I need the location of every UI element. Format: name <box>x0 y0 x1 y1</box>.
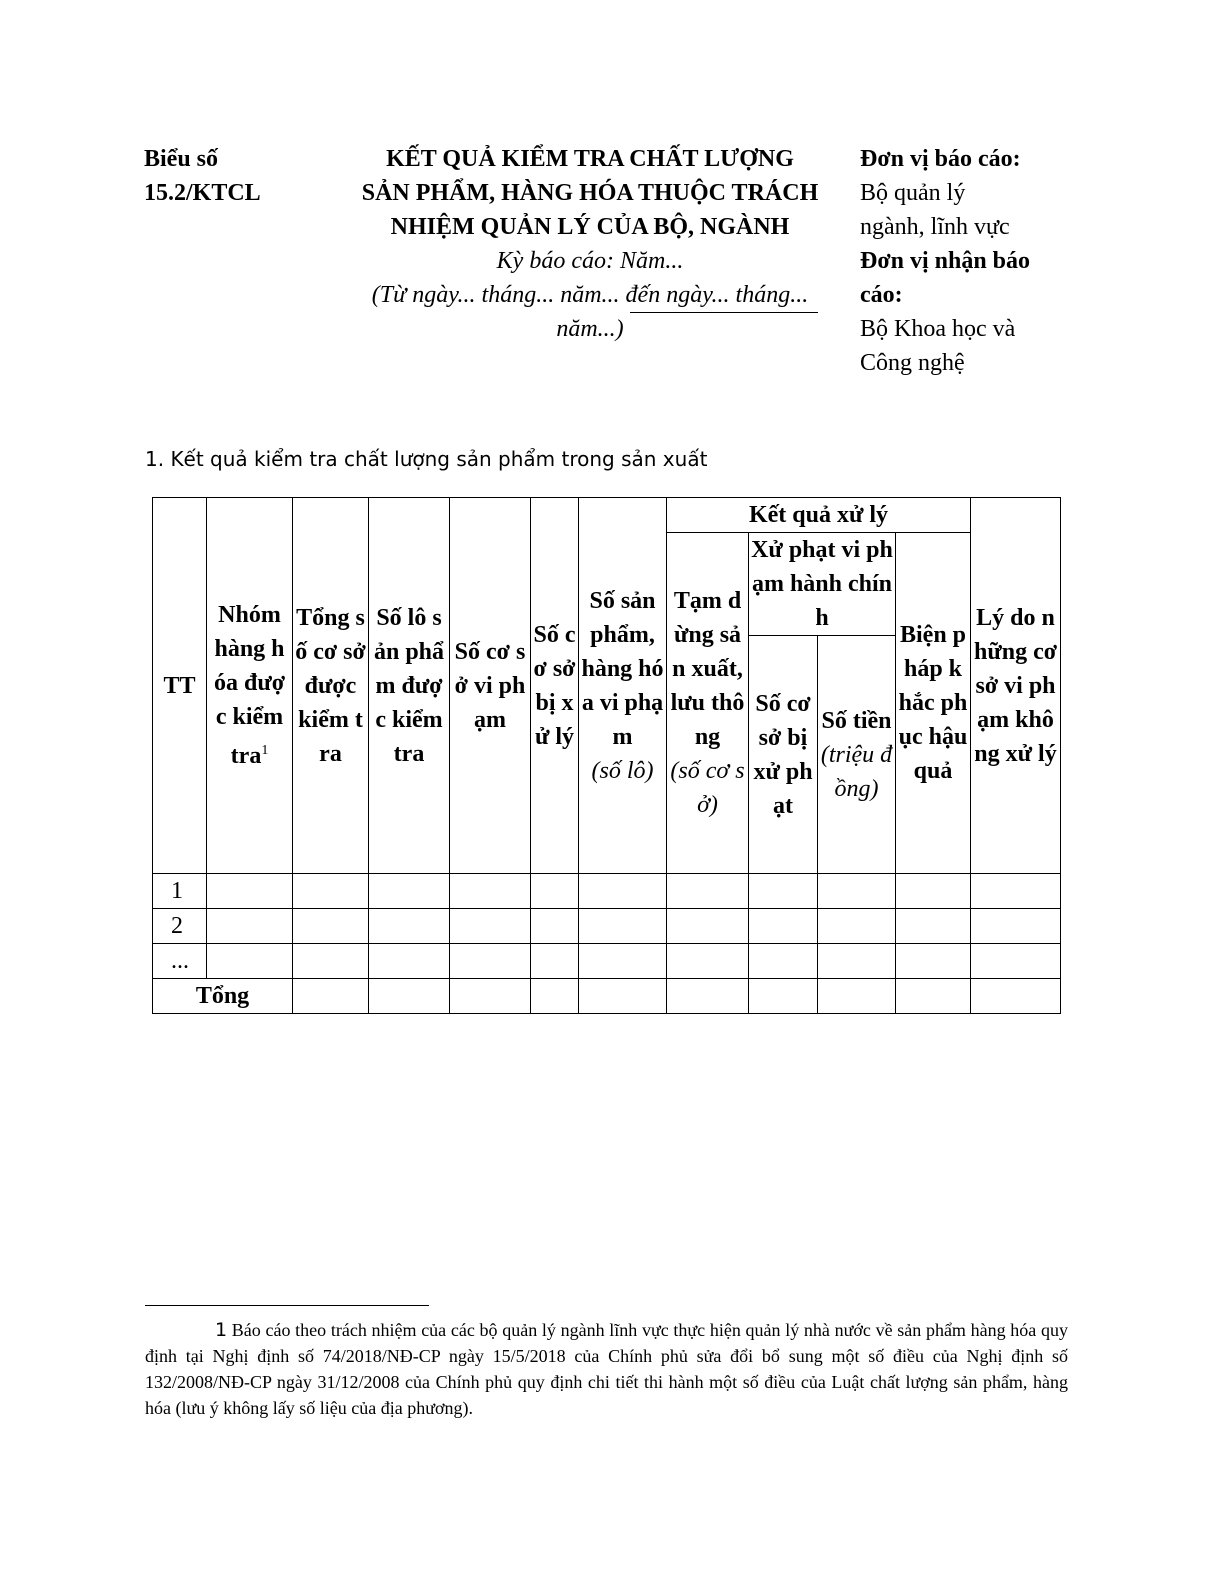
report-range-line2: năm...) <box>556 316 624 342</box>
table-total-row <box>153 979 1061 1014</box>
report-units <box>860 142 1070 380</box>
receiving-unit-line2: Công nghệ <box>860 350 965 376</box>
title-underline-divider <box>630 312 818 313</box>
col-header-violating-products: Số sản phẩm, hàng hóa vi phạm (số lô) <box>579 498 667 874</box>
col-header-admin-penalty: Xử phạt vi phạm hành chính <box>749 533 896 636</box>
row-number: 2 <box>153 909 207 944</box>
footnote <box>145 1317 1068 1421</box>
table-row <box>153 874 1061 909</box>
col-header-remedy: Biện pháp khắc phục hậu quả <box>896 533 971 874</box>
col-header-goods-group: Nhóm hàng hóa được kiểm tra$^1$ <box>207 498 293 874</box>
report-title-line2: SẢN PHẨM, HÀNG HÓA THUỘC TRÁCH <box>361 180 819 206</box>
form-code-line2: 15.2/KTCL <box>144 180 261 206</box>
receiving-unit-line1: Bộ Khoa học và <box>860 316 1016 342</box>
report-title-line3: NHIỆM QUẢN LÝ CỦA BỘ, NGÀNH <box>390 214 790 240</box>
footnote-ref: 1 <box>261 743 269 758</box>
footnote-text: Báo cáo theo trách nhiệm của các bộ quản lý ngành lĩnh vực thực hiện quản lý nhà nước về sản phẩm hàng hóa quy định tại Nghị định số 74/2018/NĐ-CP ngày 15/5/2018 của Chính phủ sửa đổi bổ sung một số điều của Nghị định số 132/2008/NĐ-CP ngày 31/12/2008 của Chính phủ quy định chi tiết thi hành một số điều của Luật chất lượng sản phẩm, hàng hóa (lưu ý không lấy số liệu của địa phương). <box>145 1320 1068 1418</box>
reporting-unit-line1: Bộ quản lý <box>860 180 966 206</box>
col-header-lots: Số lô sản phẩm được kiểm tra <box>369 498 450 874</box>
receiving-unit-label2: cáo: <box>860 282 903 308</box>
table-row <box>153 944 1061 979</box>
report-title-block <box>330 142 850 346</box>
report-title-line1: KẾT QUẢ KIỂM TRA CHẤT LƯỢNG <box>386 146 794 172</box>
footnote-divider <box>145 1305 429 1306</box>
section-heading: 1. Kết quả kiểm tra chất lượng sản phẩm trong sản xuất <box>145 447 708 471</box>
report-range-line1: (Từ ngày... tháng... năm... đến ngày... tháng... <box>371 282 809 308</box>
col-header-handled-facilities: Số cơ sở bị xử lý <box>531 498 579 874</box>
footnote-number: 1 <box>215 1319 228 1341</box>
col-header-penalized-facilities: Số cơ sở bị xử phạt <box>749 636 818 874</box>
col-header-tt: TT <box>153 498 207 874</box>
col-header-fine-amount: Số tiền (triệu đồng) <box>818 636 896 874</box>
col-header-total-facilities: Tổng số cơ sở được kiểm tra <box>293 498 369 874</box>
reporting-unit-line2: ngành, lĩnh vực <box>860 214 1010 240</box>
row-number: 1 <box>153 874 207 909</box>
form-code-line1: Biểu số <box>144 146 219 172</box>
form-code <box>144 142 324 210</box>
col-header-suspension: Tạm dừng sản xuất, lưu thông (số cơ sở) <box>667 533 749 874</box>
table-row <box>153 909 1061 944</box>
row-number: ... <box>153 944 207 979</box>
col-header-handling-results: Kết quả xử lý <box>667 498 971 533</box>
receiving-unit-label1: Đơn vị nhận báo <box>860 248 1031 274</box>
report-period: Kỳ báo cáo: Năm... <box>496 248 684 274</box>
col-header-violating-facilities: Số cơ sở vi phạm <box>450 498 531 874</box>
reporting-unit-label: Đơn vị báo cáo: <box>860 146 1021 172</box>
total-label: Tổng <box>153 979 293 1014</box>
col-header-reason-not-handled: Lý do những cơ sở vi phạm không xử lý <box>971 498 1061 874</box>
inspection-results-table <box>152 497 1061 1014</box>
